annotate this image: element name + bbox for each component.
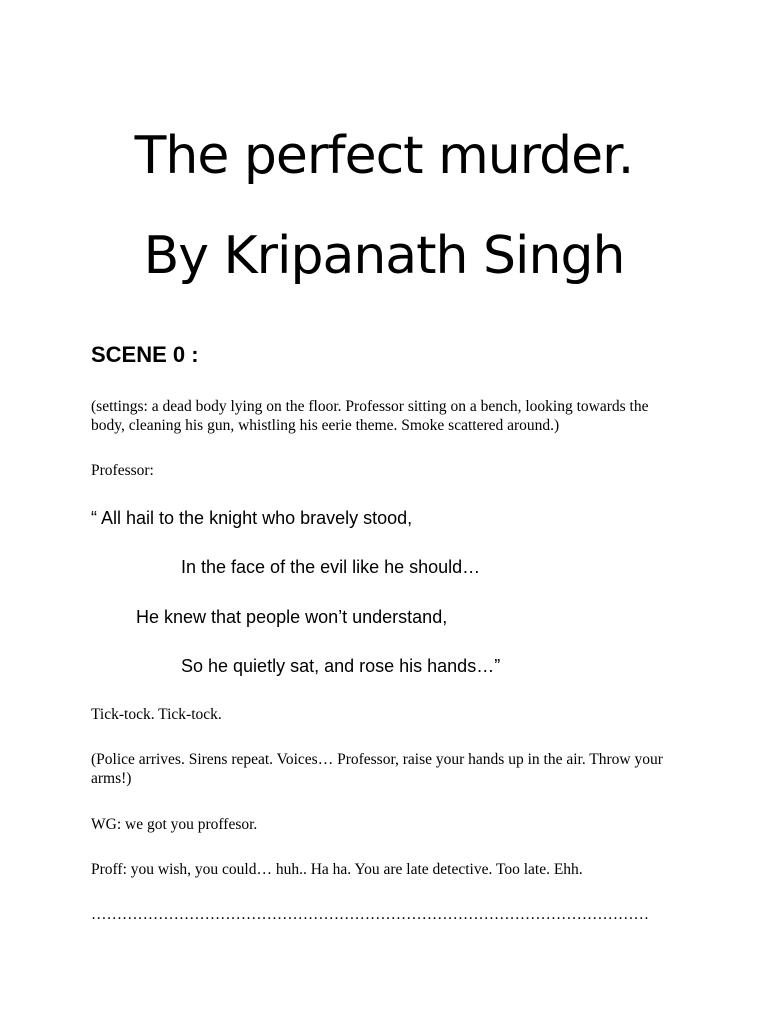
speaker-label: Professor: — [91, 462, 154, 479]
verse-line-2: In the face of the evil like he should… — [181, 557, 481, 577]
verse-line-4: So he quietly sat, and rose his hands…” — [181, 656, 501, 676]
scene-heading: SCENE 0 : — [91, 342, 199, 367]
verse-line-3: He knew that people won’t understand, — [136, 607, 448, 627]
tick-tock-line: Tick-tock. Tick-tock. — [91, 706, 222, 723]
document-author: By Kripanath Singh — [143, 226, 625, 286]
stage-direction-police: (Police arrives. Sirens repeat. Voices… Professor, raise your hands up in the air. Throw your arms!) — [91, 751, 663, 787]
dialogue-proff: Proff: you wish, you could… huh.. Ha ha. You are late detective. Too late. Ehh. — [91, 861, 583, 878]
dialogue-wg: WG: we got you proffesor. — [91, 816, 258, 833]
stage-direction-settings: (settings: a dead body lying on the floor. Professor sitting on a bench, looking towards the body, cleaning his gun, whistling his eerie theme. Smoke scattered around.) — [91, 398, 649, 434]
document-title: The perfect murder. — [134, 126, 634, 186]
dotted-separator: ……………………………………………………………………………………………… — [91, 906, 649, 923]
verse-line-1: “ All hail to the knight who bravely stood, — [91, 508, 413, 528]
